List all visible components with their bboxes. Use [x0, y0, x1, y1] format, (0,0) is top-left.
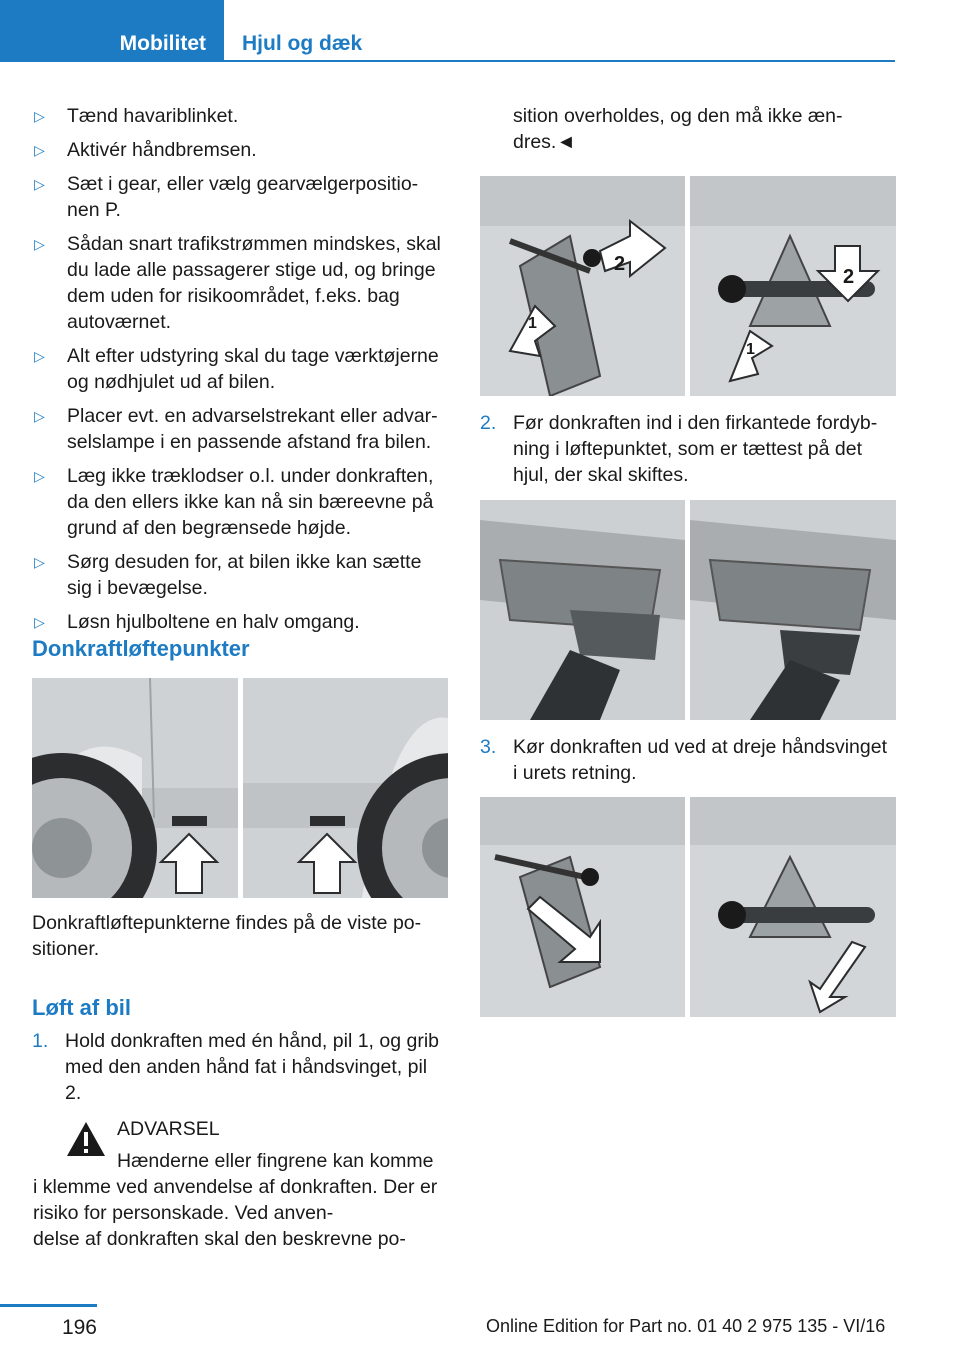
figure-jack-hold: [480, 176, 896, 396]
arrow-label-1: 1: [528, 315, 537, 332]
bullet-marker: ▷: [34, 614, 45, 630]
step-1: [32, 1028, 448, 1106]
bullet-marker: ▷: [34, 408, 45, 424]
bullet-marker: ▷: [34, 468, 45, 484]
step-2: [480, 410, 896, 488]
arrow-label-2: 2: [843, 266, 855, 288]
figure-jack-crank: [480, 797, 896, 1017]
warning-title: ADVARSEL: [117, 1118, 220, 1140]
list-item: ▷ Sådan snart trafikstrømmen mindskes, skal du lade alle passagerer stige ud, og bringe dem uden for risikoområdet, f.eks. bag autoværnet.: [34, 233, 441, 333]
bullet-marker: ▷: [34, 176, 45, 192]
list-item: ▷ Sørg desuden for, at bilen ikke kan sætte sig i bevægelse.: [34, 551, 422, 599]
caption-jack-points: Donkraftløftepunkterne findes på de viste po- sitioner.: [32, 912, 422, 960]
header-tab-mobilitet[interactable]: [0, 0, 224, 62]
list-item: ▷ Løsn hjulboltene en halv omgang.: [34, 611, 360, 633]
step-3: [480, 734, 896, 786]
page-number: 196: [61, 1316, 97, 1339]
arrow-label-1: 1: [746, 341, 755, 358]
heading-jack-points: Donkraftløftepunkter: [32, 636, 250, 661]
list-item: ▷ Alt efter udstyring skal du tage værktøjerne og nødhjulet ud af bilen.: [34, 345, 439, 393]
list-item: ▷ Sæt i gear, eller vælg gearvælgerpositio- nen P.: [34, 173, 419, 221]
numbered-step: [480, 734, 896, 786]
bullet-marker: ▷: [34, 554, 45, 570]
header-tab-label: Mobilitet: [119, 32, 206, 55]
figure-divider: [685, 176, 690, 396]
figure-divider: [685, 500, 690, 720]
arrow-label-2: 2: [614, 253, 626, 275]
figure-divider: [685, 797, 690, 1017]
figure-jack-insert: [480, 500, 896, 720]
list-item: ▷ Læg ikke træklodser o.l. under donkraften, da den ellers ikke kan nå sin bæreevne på grund af den begrænsede højde.: [34, 465, 434, 539]
figure-divider: [238, 678, 243, 898]
footer-rule: [0, 1304, 97, 1307]
bullet-marker: ▷: [34, 348, 45, 364]
edition-note: Online Edition for Part no. 01 40 2 975 135 - VI/16: [486, 1316, 886, 1336]
step-text: Kør donkraften ud ved at dreje håndsvinget i urets retning.: [513, 736, 887, 784]
warning-triangle-icon: [66, 1121, 106, 1157]
warning-continuation: sition overholdes, og den må ikke æn- dres.◄: [513, 105, 843, 153]
figure-jack-points: [32, 678, 448, 898]
list-item: ▷ Placer evt. en advarselstrekant eller advar- selslampe i en passende afstand fra bilen.: [34, 405, 438, 453]
header-rule: [0, 60, 895, 62]
warning-text-lead: Hænderne eller fingrene kan komme: [117, 1150, 434, 1172]
step-text: Hold donkraften med én hånd, pil 1, og grib med den anden hånd fat i håndsvinget, pil 2.: [65, 1030, 439, 1104]
list-item: ▷ Tænd havariblinket.: [34, 105, 239, 127]
step-number: 3.: [480, 736, 497, 758]
heading-lift-car: Løft af bil: [32, 995, 131, 1020]
bullet-marker: ▷: [34, 142, 45, 158]
warning-text: i klemme ved anvendelse af donkraften. Der er risiko for personskade. Ved anven- delse af donkraften skal den beskrevne po-: [33, 1176, 438, 1250]
left-column: [32, 103, 448, 643]
numbered-step: [32, 1028, 448, 1106]
bullet-marker: ▷: [34, 236, 45, 252]
step-text: Før donkraften ind i den firkantede fordyb- ning i løftepunktet, som er tættest på det hjul, der skal skiftes.: [513, 412, 878, 486]
step-number: 1.: [32, 1030, 49, 1052]
step-number: 2.: [480, 412, 497, 434]
header-tab-hjul-og-daek[interactable]: Hjul og dæk: [242, 32, 363, 55]
bullet-marker: ▷: [34, 108, 45, 124]
numbered-step: [480, 410, 896, 488]
list-item: ▷ Aktivér håndbremsen.: [34, 139, 257, 161]
